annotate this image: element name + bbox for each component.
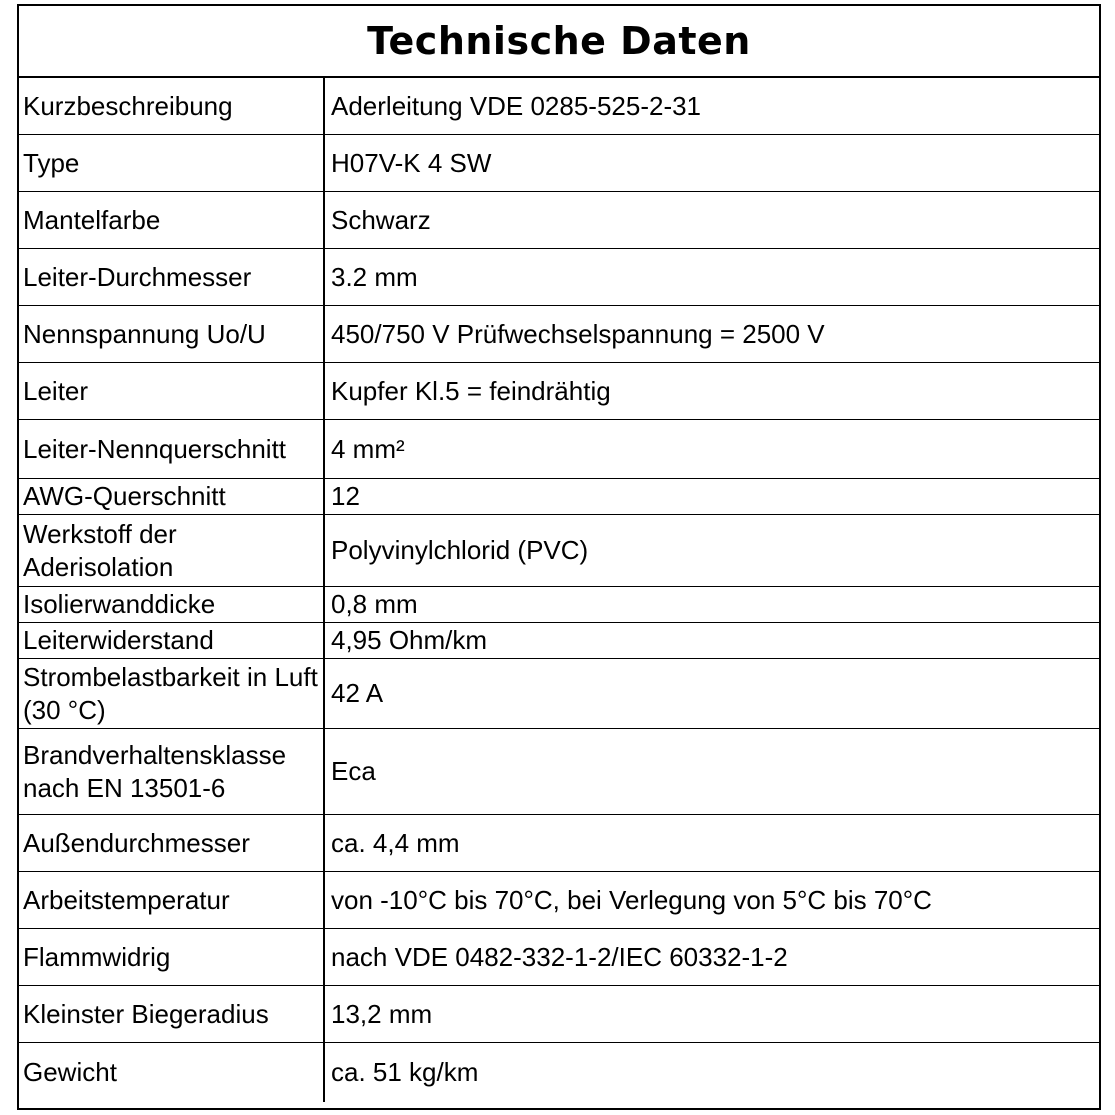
row-label: Werkstoff der Aderisolation [19,515,325,586]
row-value: Aderleitung VDE 0285-525-2-31 [331,90,702,121]
row-label: Außendurchmesser [19,815,325,871]
table-row [19,815,1099,872]
row-label: Kleinster Biegeradius [19,986,325,1042]
row-value: 13,2 mm [331,998,433,1029]
table-title: Technische Daten [19,6,1099,78]
table-row [19,659,1099,729]
row-value: ca. 4,4 mm [331,827,460,858]
table-row [19,623,1099,659]
technical-data-table [17,4,1101,1110]
table-row [19,78,1099,135]
row-label: Leiter-Nennquerschnitt [19,420,325,478]
row-value: 42 A [331,678,384,708]
row-label: AWG-Querschnitt [19,479,325,514]
table-row [19,1043,1099,1102]
table-row [19,249,1099,306]
row-value: Schwarz [331,204,431,235]
table-row [19,420,1099,479]
row-value: 4 mm² [331,433,405,464]
table-row [19,192,1099,249]
row-label: Gewicht [19,1043,325,1102]
row-value: 4,95 Ohm/km [331,625,488,655]
table-row [19,929,1099,986]
table-row [19,872,1099,929]
row-label: Arbeitstemperatur [19,872,325,928]
row-value: von -10°C bis 70°C, bei Verlegung von 5°C bis 70°C [331,884,932,915]
row-value: 3.2 mm [331,261,418,292]
row-value: 450/750 V Prüfwechselspannung = 2500 V [331,318,825,349]
table-row [19,363,1099,420]
table-row [19,306,1099,363]
row-label: Flammwidrig [19,929,325,985]
table-row [19,515,1099,587]
row-label: Type [19,135,325,191]
row-label: Isolierwanddicke [19,587,325,622]
row-label: Nennspannung Uo/U [19,306,325,362]
row-value: Kupfer Kl.5 = feindrähtig [331,375,611,406]
table-row [19,135,1099,192]
row-label: Brandverhaltensklasse nach EN 13501-6 [19,729,325,814]
row-value: Polyvinylchlorid (PVC) [331,535,589,565]
row-value: Eca [331,756,376,786]
table-row [19,479,1099,515]
row-label: Mantelfarbe [19,192,325,248]
table-row [19,587,1099,623]
row-label: Strombelastbarkeit in Luft (30 °C) [19,659,325,728]
row-value: H07V-K 4 SW [331,147,492,178]
row-value: nach VDE 0482-332-1-2/IEC 60332-1-2 [331,941,788,972]
row-value: 12 [331,481,360,511]
table-body [19,78,1099,1102]
row-label: Leiterwiderstand [19,623,325,658]
row-label: Leiter [19,363,325,419]
table-row [19,729,1099,815]
row-value: ca. 51 kg/km [331,1057,479,1087]
row-label: Kurzbeschreibung [19,78,325,134]
row-value: 0,8 mm [331,589,418,619]
table-row [19,986,1099,1043]
row-label: Leiter-Durchmesser [19,249,325,305]
